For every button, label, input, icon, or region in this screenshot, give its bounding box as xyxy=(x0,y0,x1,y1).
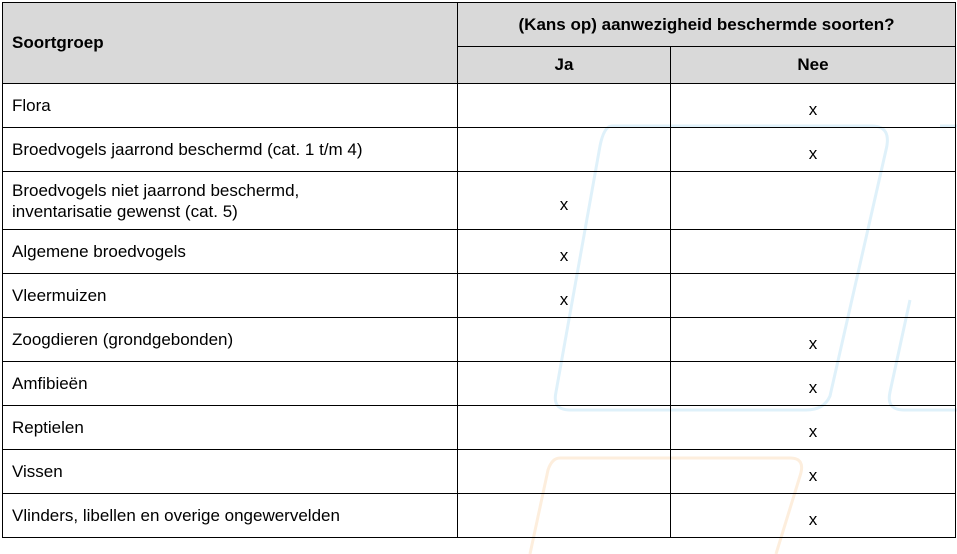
no-cell xyxy=(671,318,956,362)
yes-cell xyxy=(458,230,671,274)
species-table xyxy=(2,2,956,538)
species-group-cell: Zoogdieren (grondgebonden) xyxy=(3,318,458,362)
no-mark: x xyxy=(808,99,818,119)
no-cell xyxy=(671,274,956,318)
table-row xyxy=(3,406,956,450)
yes-cell xyxy=(458,494,671,538)
yes-cell xyxy=(458,172,671,230)
species-group-line-2: inventarisatie gewenst (cat. 5) xyxy=(12,201,238,221)
species-group-cell: Vleermuizen xyxy=(3,274,458,318)
yes-cell xyxy=(458,362,671,406)
no-cell xyxy=(671,450,956,494)
table-row xyxy=(3,84,956,128)
species-group-cell: Amfibieën xyxy=(3,362,458,406)
species-group-cell: Vissen xyxy=(3,450,458,494)
no-cell xyxy=(671,230,956,274)
species-group-cell: Reptielen xyxy=(3,406,458,450)
table-row xyxy=(3,230,956,274)
yes-mark: x xyxy=(559,289,569,309)
table-row xyxy=(3,318,956,362)
table-row xyxy=(3,494,956,538)
yes-cell xyxy=(458,84,671,128)
no-mark: x xyxy=(808,143,818,163)
table-row xyxy=(3,450,956,494)
no-mark: x xyxy=(808,333,818,353)
yes-column-header: Ja xyxy=(458,47,671,84)
yes-cell xyxy=(458,128,671,172)
no-cell xyxy=(671,128,956,172)
group-column-header: Soortgroep xyxy=(3,3,458,84)
yes-mark: x xyxy=(559,245,569,265)
table-row xyxy=(3,172,956,230)
no-cell xyxy=(671,84,956,128)
no-column-header: Nee xyxy=(671,47,956,84)
table-row xyxy=(3,274,956,318)
yes-cell xyxy=(458,450,671,494)
no-cell xyxy=(671,362,956,406)
no-mark: x xyxy=(808,509,818,529)
species-group-cell: Algemene broedvogels xyxy=(3,230,458,274)
species-group-cell xyxy=(3,172,458,230)
no-cell xyxy=(671,172,956,230)
species-group-cell: Vlinders, libellen en overige ongewervelden xyxy=(3,494,458,538)
no-cell xyxy=(671,406,956,450)
species-group-line-1: Broedvogels niet jaarrond beschermd, xyxy=(12,180,300,200)
yes-mark: x xyxy=(559,194,569,214)
presence-column-header: (Kans op) aanwezigheid beschermde soorten? xyxy=(458,3,956,47)
table-row xyxy=(3,362,956,406)
no-mark: x xyxy=(808,465,818,485)
no-mark: x xyxy=(808,421,818,441)
species-group-cell: Flora xyxy=(3,84,458,128)
yes-cell xyxy=(458,274,671,318)
no-cell xyxy=(671,494,956,538)
table-row xyxy=(3,128,956,172)
species-group-cell: Broedvogels jaarrond beschermd (cat. 1 t/m 4) xyxy=(3,128,458,172)
yes-cell xyxy=(458,406,671,450)
yes-cell xyxy=(458,318,671,362)
no-mark: x xyxy=(808,377,818,397)
